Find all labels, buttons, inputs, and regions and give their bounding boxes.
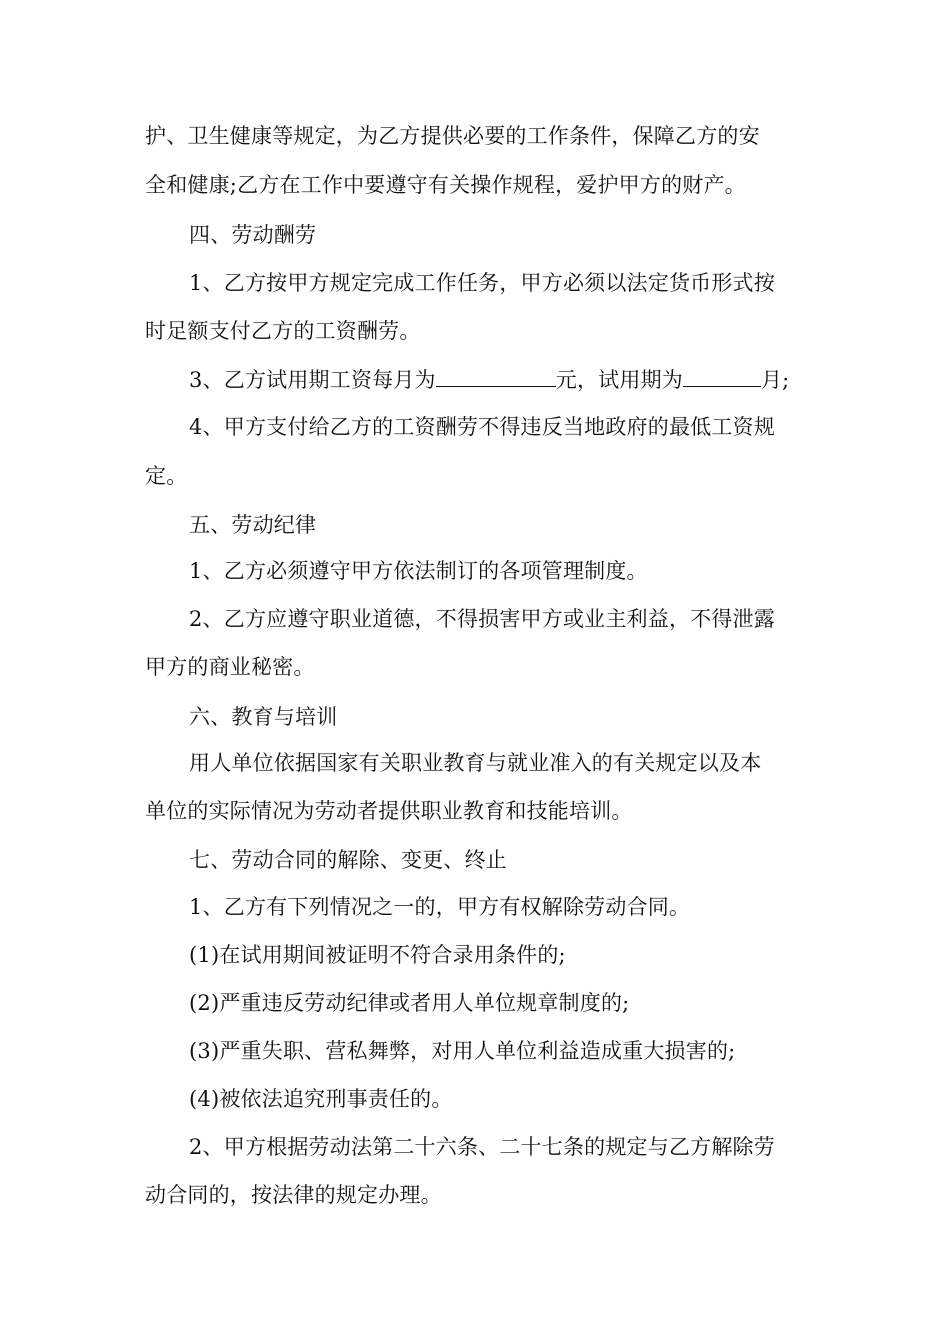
text-line: 4、甲方支付给乙方的工资酬劳不得违反当地政府的最低工资规 [189,415,775,439]
list-item: (4)被依法追究刑事责任的。 [189,1087,453,1111]
text-line: 用人单位依据国家有关职业教育与就业准入的有关规定以及本 [189,751,762,775]
text-line: 时足额支付乙方的工资酬劳。 [145,319,421,343]
section-heading: 七、劳动合同的解除、变更、终止 [189,848,507,872]
list-item: (1)在试用期间被证明不符合录用条件的; [189,943,566,967]
salary-line [0,364,950,395]
section-heading: 四、劳动酬劳 [189,223,317,247]
text-line: 甲方的商业秘密。 [145,655,315,679]
salary-text-3: 月; [760,368,790,392]
salary-blank [436,364,556,387]
salary-text-2: 元，试用期为 [555,368,683,392]
text-line: 1、乙方有下列情况之一的，甲方有权解除劳动合同。 [189,895,691,919]
text-line: 定。 [145,464,188,488]
probation-blank [683,364,761,387]
section-heading: 六、教育与培训 [189,705,338,729]
salary-text-1: 3、乙方试用期工资每月为 [189,368,436,392]
text-line: 动合同的，按法律的规定办理。 [145,1183,442,1207]
list-item: (3)严重失职、营私舞弊，对用人单位利益造成重大损害的; [189,1039,736,1063]
text-line: 2、甲方根据劳动法第二十六条、二十七条的规定与乙方解除劳 [189,1135,775,1159]
text-line: 单位的实际情况为劳动者提供职业教育和技能培训。 [145,799,633,823]
text-line: 2、乙方应遵守职业道德，不得损害甲方或业主利益，不得泄露 [189,607,775,631]
text-line: 全和健康;乙方在工作中要遵守有关操作规程，爱护甲方的财产。 [145,173,746,197]
list-item: (2)严重违反劳动纪律或者用人单位规章制度的; [189,991,630,1015]
section-heading: 五、劳动纪律 [189,513,317,537]
text-line: 护、卫生健康等规定，为乙方提供必要的工作条件，保障乙方的安 [145,124,760,148]
text-line: 1、乙方必须遵守甲方依法制订的各项管理制度。 [189,559,648,583]
text-line: 1、乙方按甲方规定完成工作任务，甲方必须以法定货币形式按 [189,271,775,295]
